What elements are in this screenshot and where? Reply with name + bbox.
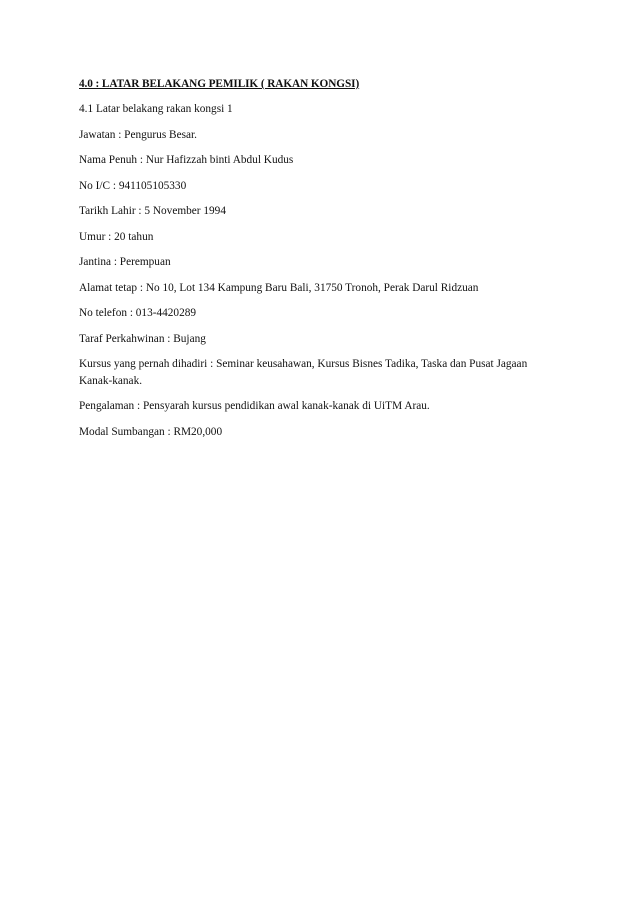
document-content [79,76,559,449]
taraf-perkahwinan-line: Taraf Perkahwinan : Bujang [79,332,206,345]
pengalaman-line: Pengalaman : Pensyarah kursus pendidikan awal kanak-kanak di UiTM Arau. [79,400,430,412]
section-heading: 4.0 : LATAR BELAKANG PEMILIK ( RAKAN KONGSI) [79,78,360,90]
jantina-line: Jantina : Perempuan [79,256,171,268]
nama-penuh-line: Nama Penuh : Nur Hafizzah binti Abdul Kudus [79,154,294,166]
subsection-heading: 4.1 Latar belakang rakan kongsi 1 [79,103,233,115]
tarikh-lahir-line: Tarikh Lahir : 5 November 1994 [79,205,226,217]
jawatan-line: Jawatan : Pengurus Besar. [79,128,197,141]
umur-line: Umur : 20 tahun [79,230,154,243]
no-ic-line: No I/C : 941105105330 [79,179,187,192]
modal-sumbangan-line: Modal Sumbangan : RM20,000 [79,425,223,438]
no-telefon-line: No telefon : 013-4420289 [79,307,197,319]
kursus-line: Kursus yang pernah dihadiri : Seminar keusahawan, Kursus Bisnes Tadika, Taska dan Pusat Jagaan Kanak-kanak. [79,358,528,387]
alamat-tetap-line: Alamat tetap : No 10, Lot 134 Kampung Baru Bali, 31750 Tronoh, Perak Darul Ridzuan [79,281,479,294]
